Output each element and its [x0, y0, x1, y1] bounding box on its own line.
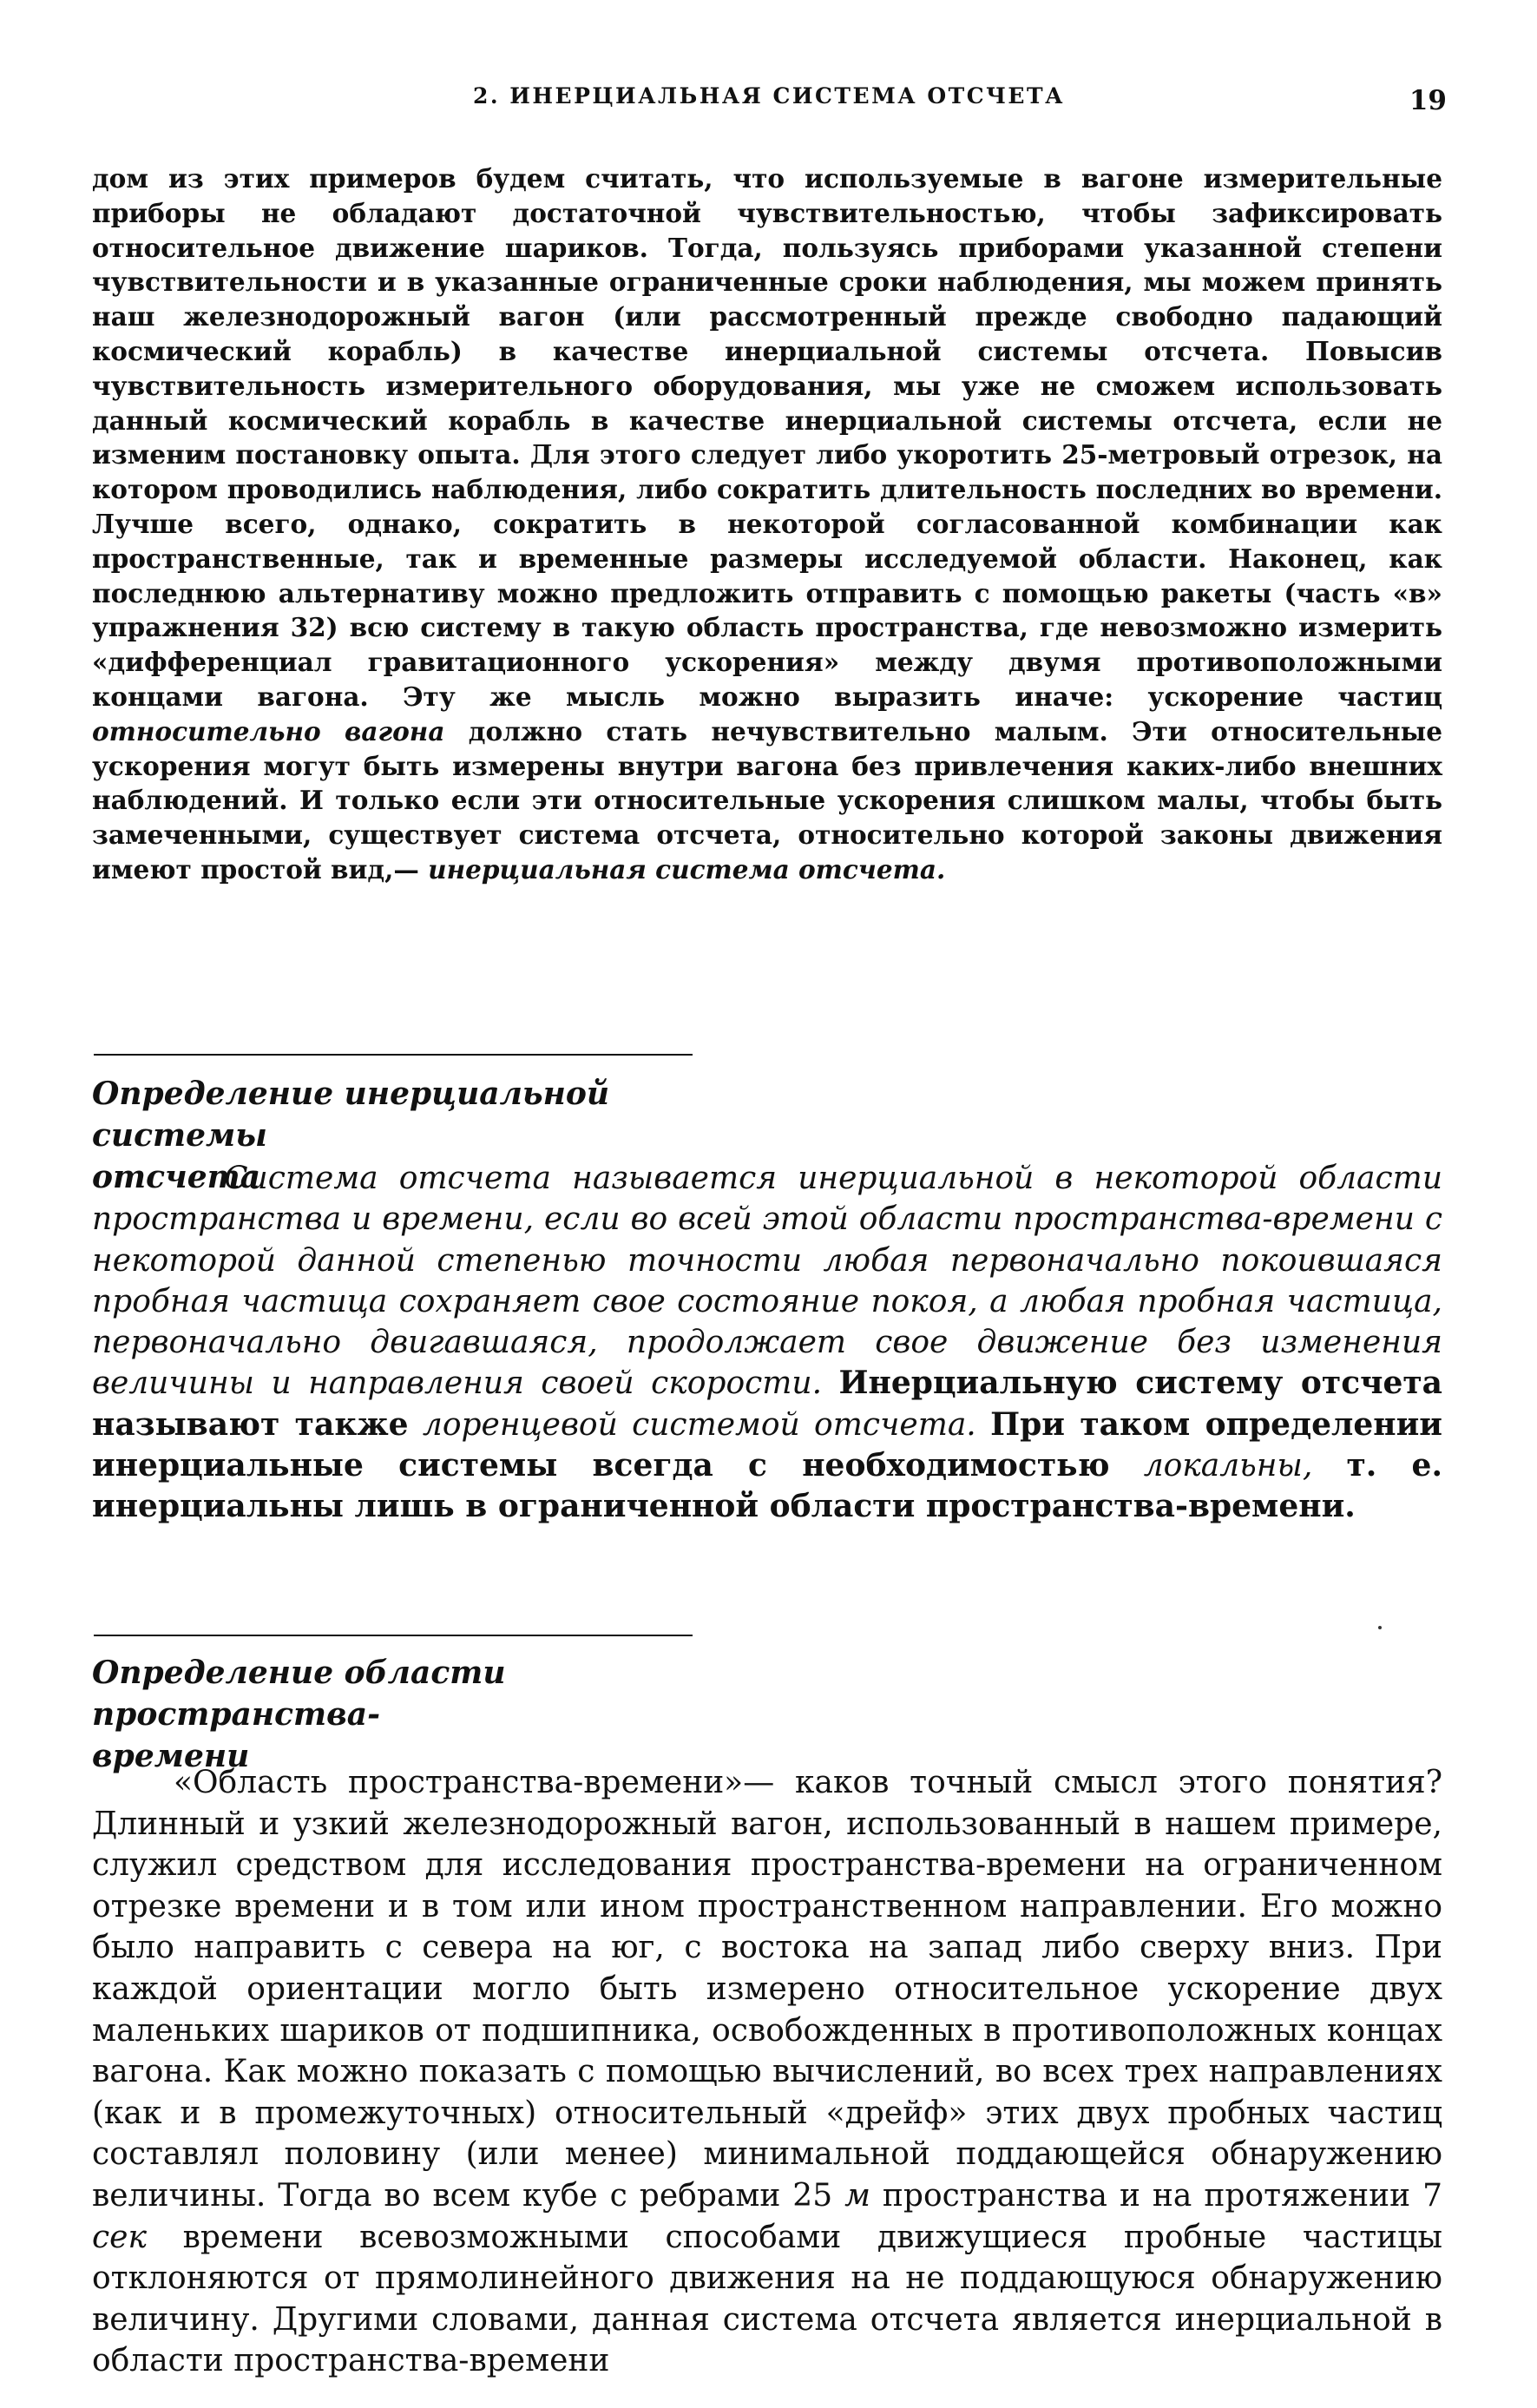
section-divider [94, 1635, 693, 1636]
also-called-text: Инерциальную систему отсчета называют также [92, 1365, 1442, 1443]
heading-line: отсчета [92, 1159, 261, 1195]
under-definition-text: При таком определении инерциальные системы всегда с необходимостью [92, 1405, 1443, 1484]
local-term: локальны, [1143, 1448, 1313, 1484]
unit-seconds: сек [92, 2219, 147, 2255]
intro-final-term: инерциальная система отсчета. [428, 853, 946, 885]
definition-tail: т. е. инерциальны лишь в ограниченной области пространства-времени. [92, 1447, 1442, 1525]
unit-meters: м [844, 2177, 870, 2214]
heading-line: Определение инерциальной системы [92, 1076, 610, 1154]
section-divider [94, 1054, 693, 1056]
body-text: «Область пространства-времени»— каков точный смысл этого понятия? Длинный и узкий железнодорожный вагон, использованный в нашем примере, служил средством для исследования пространства-времени на ограниченном отрезке времени и в том или ином пространственном направлении. Его можно было направить с севера на юг, с востока на запад либо сверху вниз. При каждой ориентации могло быть измерено относительное ускорение двух маленьких шариков от подшипника, освобожденных в противоположных концах вагона. Как можно показать с помощью вычислений, во всех трех направлениях (как и в промежуточных) относительный «дрейф» этих двух пробных частиц составлял половину (или менее) минимальной поддающейся обнаружению величины. Тогда во всем кубе с ребрами 25 [92, 1765, 1442, 2214]
definition-text: Система отсчета называется инерциальной в некоторой области пространства и времени, если во всей этой области пространства-времени с некоторой данной степенью точности любая первоначально покоившаяся пробная частица сохраняет свое состояние покоя, а любая пробная частица, первоначально двигавшаяся, продолжает свое движение без изменения величины и направления своей скорости. [92, 1161, 1442, 1402]
body-text: пространства и на протяжении 7 [882, 2177, 1442, 2214]
heading-line: Определение области пространства- [92, 1655, 506, 1733]
heading-line: времени [92, 1738, 250, 1774]
running-head: 2. ИНЕРЦИАЛЬНАЯ СИСТЕМА ОТСЧЕТА [473, 83, 1065, 109]
intro-paragraph [92, 161, 1442, 887]
lorentz-frame-term: лоренцевой системой отсчета. [422, 1406, 976, 1443]
page-number: 19 [1409, 85, 1447, 116]
intro-italic-phrase: относительно вагона [92, 715, 445, 747]
spacetime-paragraph [92, 1762, 1442, 2382]
section-heading-spacetime-region [92, 1652, 786, 1777]
body-text: времени всевозможными способами движущиеся пробные частицы отклоняются от прямолинейного движения на не поддающуюся обнаружению величину. Другими словами, данная система отсчета является инерциальной в области пространства-времени [92, 2219, 1442, 2379]
definition-paragraph [92, 1158, 1442, 1528]
print-speck [1378, 1626, 1382, 1629]
intro-text-continued: должно стать нечувствительно малым. Эти относительные ускорения могут быть измерены внутри вагона без привлечения каких-либо внешних наблюдений. И только если эти относительные ускорения слишком малы, чтобы быть замеченными, существует система отсчета, относительно которой законы движения имеют простой вид,— [92, 715, 1442, 885]
intro-text: дом из этих примеров будем считать, что используемые в вагоне измерительные приборы не обладают достаточной чувствительностью, чтобы зафиксировать относительное движение шариков. Тогда, пользуясь приборами указанной степени чувствительности и в указанные ограниченные сроки наблюдения, мы можем принять наш железнодорожный вагон (или рассмотренный прежде свободно падающий космический корабль) в качестве инерциальной системы отсчета. Повысив чувствительность измерительного оборудования, мы уже не сможем использовать данный космический корабль в качестве инерциальной системы отсчета, если не изменим постановку опыта. Для этого следует либо укоротить 25-метровый отрезок, на котором проводились наблюдения, либо сократить длительность последних во времени. Лучше всего, однако, сократить в некоторой согласованной комбинации как пространственные, так и временные размеры исследуемой области. Наконец, как последнюю альтернативу можно предложить отправить с помощью ракеты (часть «в» упражнения 32) всю систему в такую область пространства, где невозможно измерить «дифференциал гравитационного ускорения» между двумя противоположными концами вагона. Эту же мысль можно выразить иначе: ускорение частиц [92, 163, 1442, 712]
